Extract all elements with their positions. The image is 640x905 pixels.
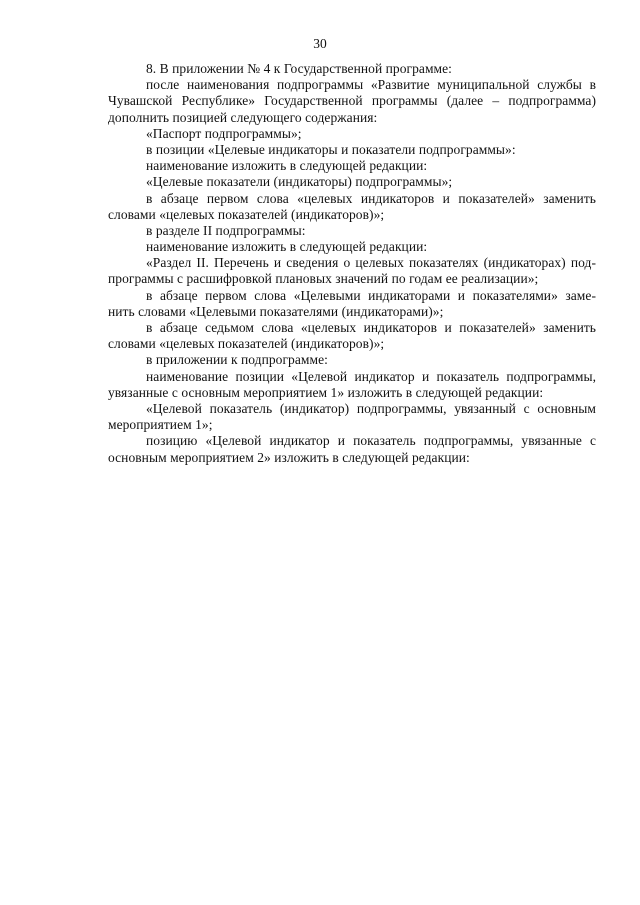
text-line: программы с расшифровкой плановых значений по годам ее реализации»; [108,271,539,287]
text-line: наименование изложить в следующей редакции: [146,158,428,174]
text-line: в приложении к подпрограмме: [146,352,328,368]
text-line: «Раздел II. Перечень и сведения о целевых показателях (индикаторах) под- [146,255,596,271]
text-line: в позиции «Целевые индикаторы и показатели подпрограммы»: [146,141,516,157]
text-line: дополнить позицией следующего содержания: [108,109,378,125]
text-line: наименование позиции «Целевой индикатор и показатель подпрограммы, [146,368,596,384]
text-line: словами «целевых показателей (индикаторов)»; [108,206,385,222]
text-line: мероприятием 1»; [108,417,213,433]
text-line: «Целевой показатель (индикатор) подпрограммы, увязанный с основным [146,400,596,416]
text-line: основным мероприятием 2» изложить в следующей редакции: [108,449,470,465]
text-line: позицию «Целевой индикатор и показатель подпрограммы, увязанные с [146,433,596,449]
page-number: 30 [313,36,327,51]
text-line: нить словами «Целевыми показателями (индикаторами)»; [108,303,444,319]
text-line: наименование изложить в следующей редакции: [146,239,428,255]
text-line: после наименования подпрограммы «Развитие муниципальной службы в [146,77,596,93]
text-line: в абзаце первом слова «целевых индикаторов и показателей» заменить [146,190,596,206]
text-line: словами «целевых показателей (индикаторов)»; [108,336,385,352]
text-line: в абзаце первом слова «Целевыми индикаторами и показателями» заме- [146,287,596,303]
text-line: увязанные с основным мероприятием 1» изложить в следующей редакции: [108,384,544,400]
text-line: в разделе II подпрограммы: [146,222,306,238]
text-line: «Целевые показатели (индикаторы) подпрограммы»; [146,174,453,190]
text-line: в абзаце седьмом слова «целевых индикаторов и показателей» заменить [146,320,596,335]
text-line: «Паспорт подпрограммы»; [146,125,302,141]
text-line: 8. В приложении № 4 к Государственной программе: [146,61,452,76]
text-line: Чувашской Республике» Государственной программы (далее – подпрограмма) [108,93,596,109]
document-body [108,61,596,466]
